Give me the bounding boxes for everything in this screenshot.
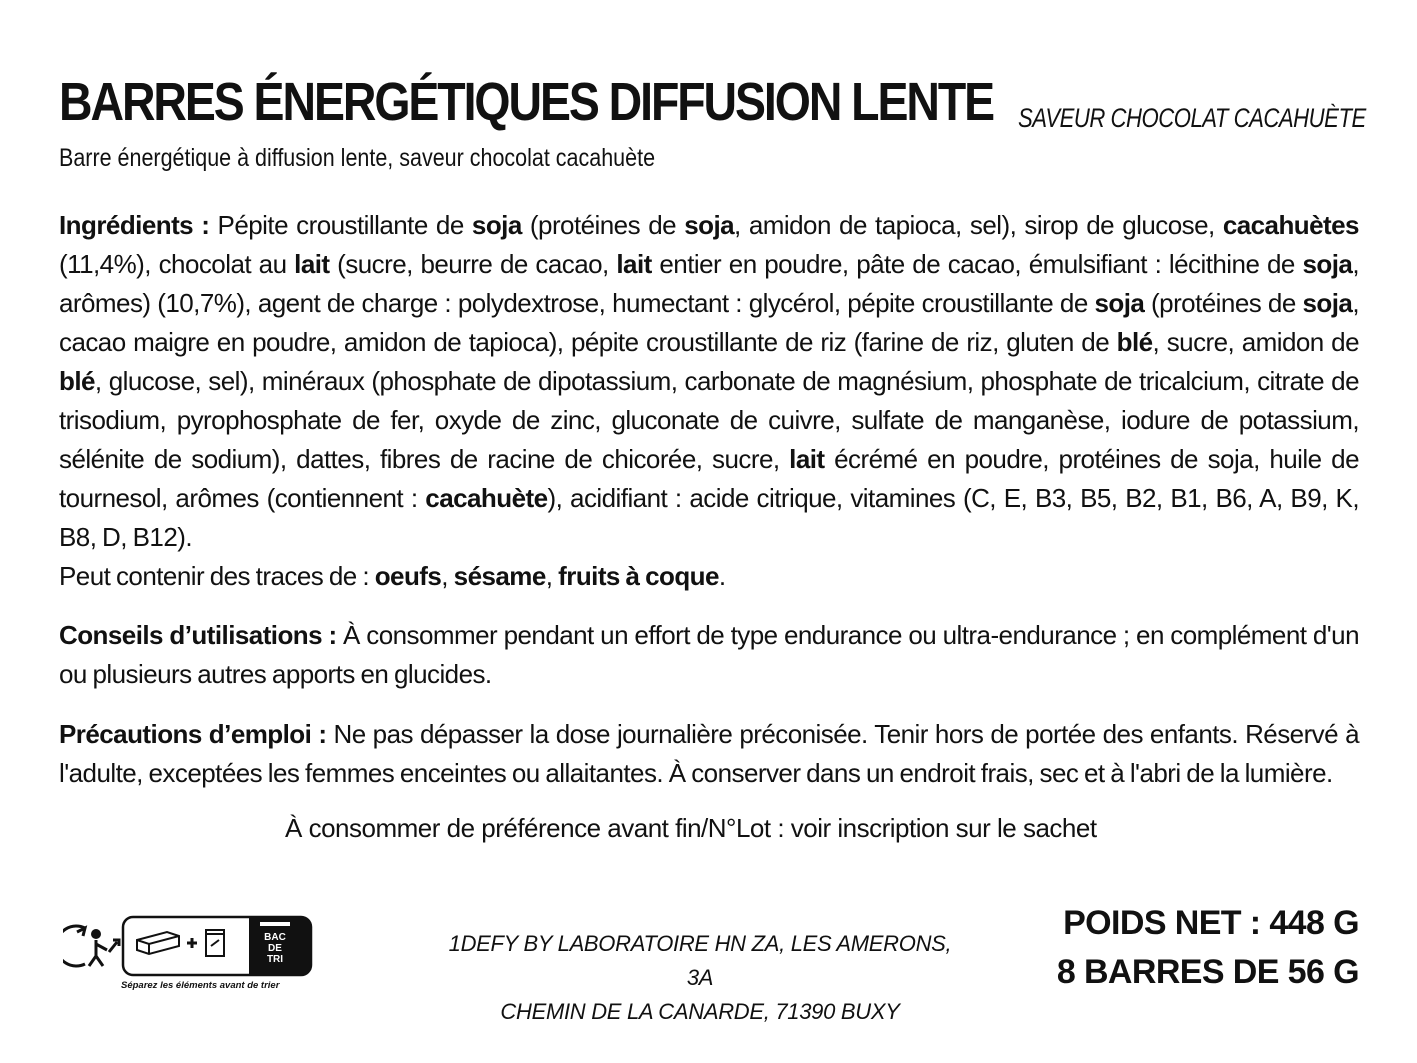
ingredients-paragraph bbox=[59, 206, 1359, 557]
text-segment: (11,4%), chocolat au bbox=[59, 249, 295, 279]
manufacturer-address bbox=[440, 927, 960, 1029]
allergen-term: blé bbox=[1116, 327, 1153, 357]
product-tagline: Barre énergétique à diffusion lente, saveur chocolat cacahuète bbox=[59, 144, 656, 172]
text-segment: , bbox=[441, 561, 454, 591]
text-segment: (protéines de bbox=[1144, 288, 1303, 318]
text-segment: , sucre, amidon de bbox=[1152, 327, 1359, 357]
recycling-caption: Séparez les éléments avant de trier bbox=[121, 980, 280, 991]
allergen-term: cacahuètes bbox=[1222, 210, 1359, 240]
bar-count: 8 BARRES DE 56 G bbox=[1056, 953, 1359, 991]
best-before-note: À consommer de préférence avant fin/N°Lot : voir inscription sur le sachet bbox=[285, 813, 1097, 843]
allergen-term: blé bbox=[59, 366, 95, 396]
bin-label-3: TRI bbox=[266, 954, 284, 965]
advice-label: Conseils d’utilisations : bbox=[59, 620, 337, 650]
net-weight-block bbox=[1057, 899, 1359, 997]
text-segment: (protéines de bbox=[521, 210, 685, 240]
advice-text: À consommer pendant un effort de type endurance ou ultra-endurance ; en complément d'un ou plusieurs autres apports en glucides. bbox=[59, 620, 1359, 689]
bin-label-2: DE bbox=[268, 943, 282, 954]
ingredients-label: Ingrédients : bbox=[59, 210, 210, 240]
text-segment: entier en poudre, pâte de cacao, émulsifiant : lécithine de bbox=[651, 249, 1303, 279]
address-line-1: 1DEFY BY LABORATOIRE HN ZA, LES AMERONS, 3A bbox=[448, 931, 952, 990]
allergen-term: soja bbox=[1302, 288, 1353, 318]
text-segment: , arômes) (10,7%), agent de charge : polydextrose, humectant : glycérol, pépite croustillante de bbox=[59, 249, 1359, 318]
text-segment: Peut contenir des traces de : bbox=[59, 561, 375, 591]
bin-label: BAC bbox=[264, 932, 286, 943]
allergen-term: soja bbox=[684, 210, 735, 240]
allergen-term: lait bbox=[616, 249, 652, 279]
text-segment: Pépite croustillante de bbox=[209, 210, 472, 240]
text-segment: écrémé en poudre, protéines de soja, huile de tournesol, arômes (contiennent : bbox=[59, 444, 1359, 513]
allergen-term: soja bbox=[1094, 288, 1145, 318]
advice-paragraph bbox=[59, 616, 1359, 694]
caution-label: Précautions d’emploi : bbox=[59, 719, 327, 749]
allergen-term: lait bbox=[294, 249, 330, 279]
ingredients-text bbox=[59, 210, 1359, 552]
address-line-2: CHEMIN DE LA CANARDE, 71390 BUXY bbox=[500, 999, 900, 1024]
allergen-term: lait bbox=[789, 444, 825, 474]
allergen-term: oeufs bbox=[374, 561, 442, 591]
text-segment: , glucose, sel), minéraux (phosphate de dipotassium, carbonate de magnésium, phosphate de tricalcium, citrate de trisodium, pyrophosphate de fer, oxyde de zinc, gluconate de cuivre, sulfate de manganèse, iodure de potassium, sélénite de sodium), dattes, fibres de racine de chicorée, sucre, bbox=[59, 366, 1359, 474]
text-segment: ), acidifiant : acide citrique, vitamines (C, E, B3, B5, B2, B1, B6, A, B9, K, B8, D, B12). bbox=[59, 483, 1359, 552]
triman-figure-icon bbox=[63, 926, 119, 966]
traces-text bbox=[59, 561, 726, 591]
text-segment: , amidon de tapioca, sel), sirop de glucose, bbox=[734, 210, 1223, 240]
allergen-term: fruits à coque bbox=[558, 561, 719, 591]
allergen-term: soja bbox=[1302, 249, 1353, 279]
allergen-term: soja bbox=[471, 210, 522, 240]
allergen-term: sésame bbox=[453, 561, 546, 591]
text-segment: , bbox=[545, 561, 559, 591]
bin-icon bbox=[260, 922, 290, 926]
product-title: BARRES ÉNERGÉTIQUES DIFFUSION LENTE bbox=[59, 72, 994, 132]
text-segment: . bbox=[718, 561, 726, 591]
traces-paragraph bbox=[59, 557, 1359, 596]
caution-text: Ne pas dépasser la dose journalière préconisée. Tenir hors de portée des enfants. Réservé à l'adulte, exceptées les femmes enceintes ou allaitantes. À conserver dans un endroit frais, sec et à l'abri de la lumière. bbox=[59, 719, 1359, 788]
net-weight: POIDS NET : 448 G bbox=[1063, 904, 1359, 942]
product-flavor: SAVEUR CHOCOLAT CACAHUÈTE bbox=[1018, 103, 1366, 133]
text-segment: , cacao maigre en poudre, amidon de tapioca), pépite croustillante de riz (farine de riz, gluten de bbox=[59, 288, 1359, 357]
caution-paragraph bbox=[59, 715, 1359, 793]
allergen-term: cacahuète bbox=[425, 483, 548, 513]
text-segment: (sucre, beurre de cacao, bbox=[329, 249, 617, 279]
